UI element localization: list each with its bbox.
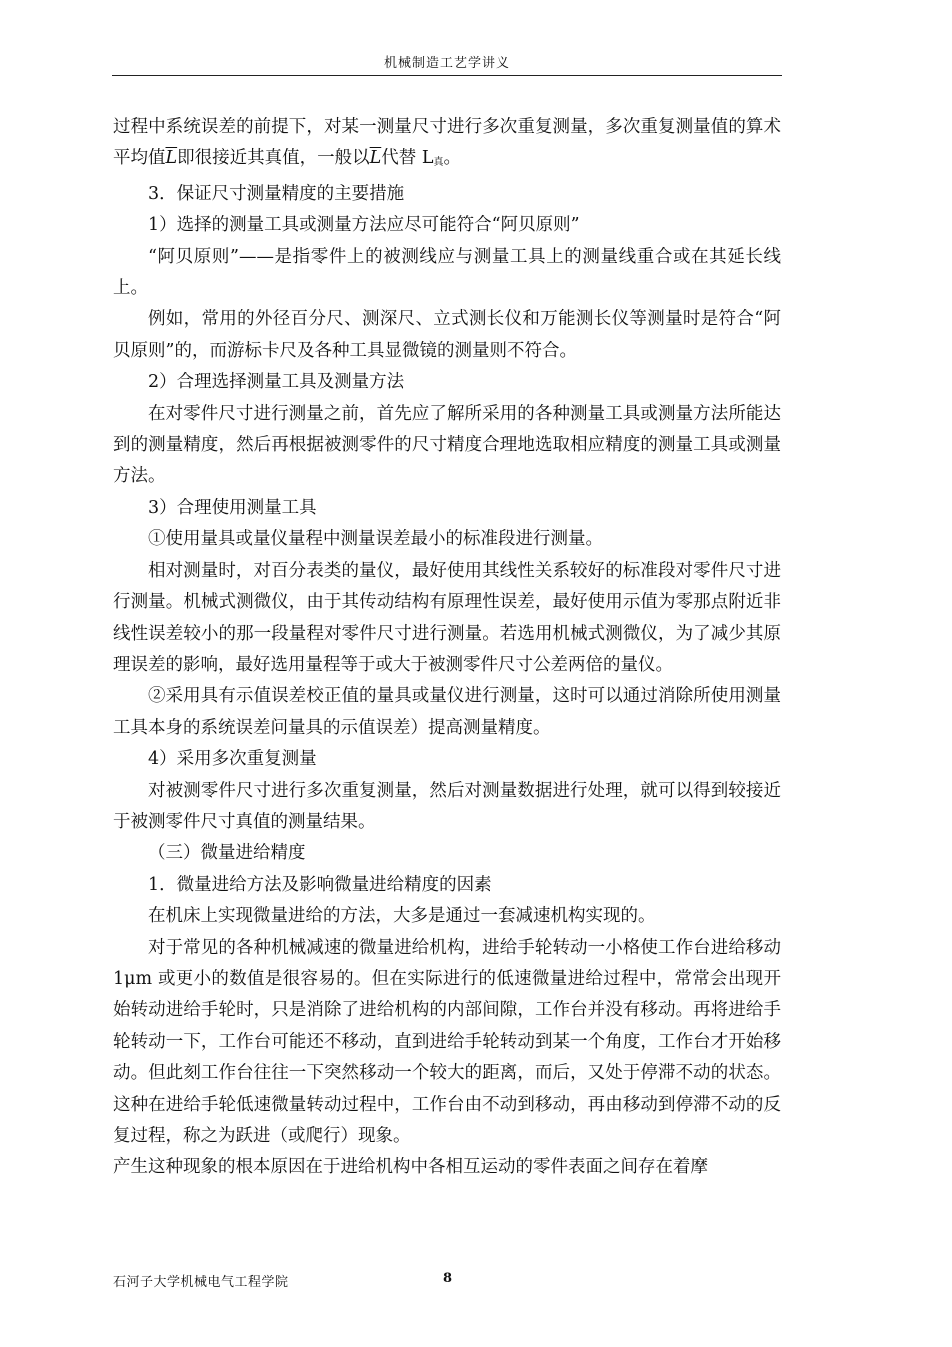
paragraph-relative-measure: 相对测量时，对百分表类的量仪，最好使用其线性关系较好的标准段对零件尺寸进行测量。机械式测微仪，由于其传动结构有原理性误差，最好使用示值为零那点附近非线性误差较小的那一段量程对零件尺寸进行测量。若选用机械式测微仪，为了减少其原理误差的影响，最好选用量程等于或大于被测零件尺寸公差两倍的量仪。 — [113, 560, 781, 675]
overline-symbol: $\overline{L}$ — [165, 148, 178, 169]
paragraph-arithmetic-mean — [113, 112, 781, 179]
heading-use-tools: 3）合理使用测量工具 — [148, 497, 317, 518]
paragraph-example: 例如，常用的外径百分尺、测深尺、立式测长仪和万能测长仪等测量时是符合“阿贝原则”的，而游标卡尺及各种工具显微镜的测量则不符合。 — [113, 309, 781, 361]
heading-measures: 3．保证尺寸测量精度的主要措施 — [148, 183, 405, 204]
text-segment: 过程中系统误差的前提下，对某一测量尺寸进行多次重复测量，多次重复测量值的算术平均值 — [113, 117, 781, 169]
paragraph-select-tools: 在对零件尺寸进行测量之前，首先应了解所采用的各种测量工具或测量方法所能达到的测量精度，然后再根据被测零件的尺寸精度合理地选取相应精度的测量工具或测量方法。 — [113, 403, 781, 487]
overline-symbol: $\overline{L}$ — [369, 148, 382, 169]
text-segment: 即很接近其真值，一般以 — [177, 148, 370, 169]
list-item-1: ①使用量具或量仪量程中测量误差最小的标准段进行测量。 — [148, 529, 603, 550]
paragraph-machine-feed: 在机床上实现微量进给的方法，大多是通过一套减速机构实现的。 — [148, 906, 656, 927]
footer-institution: 石河子大学机械电气工程学院 — [113, 1275, 289, 1290]
document-body — [113, 112, 781, 1184]
subscript-true: 真 — [433, 157, 444, 169]
page-number: 8 — [443, 1271, 453, 1286]
text-segment: 。 — [443, 148, 461, 169]
text-segment: 代替 L — [381, 148, 434, 169]
heading-repeat-measure: 4）采用多次重复测量 — [148, 749, 317, 770]
section-heading-micro-feed: （三）微量进给精度 — [148, 843, 306, 864]
heading-select-tools: 2）合理选择测量工具及测量方法 — [148, 372, 405, 393]
subheading-micro-feed-methods: 1．微量进给方法及影响微量进给精度的因素 — [148, 874, 492, 895]
list-item-2: ②采用具有示值误差校正值的量具或量仪进行测量，这时可以通过消除所使用测量工具本身的系统误差问量具的示值误差）提高测量精度。 — [113, 686, 781, 738]
paragraph-abbe-principle: “阿贝原则”——是指零件上的被测线应与测量工具上的测量线重合或在其延长线上。 — [113, 246, 781, 299]
heading-abbe: 1）选择的测量工具或测量方法应尽可能符合“阿贝原则” — [148, 215, 580, 236]
paragraph-repeat-measure: 对被测零件尺寸进行多次重复测量，然后对测量数据进行处理，就可以得到较接近于被测零件尺寸真值的测量结果。 — [113, 780, 781, 832]
paragraph-cause: 产生这种现象的根本原因在于进给机构中各相互运动的零件表面之间存在着摩 — [113, 1157, 708, 1178]
page-header-title: 机械制造工艺学讲义 — [383, 56, 510, 71]
paragraph-feed-mechanism: 对于常见的各种机械减速的微量进给机构，进给手轮转动一小格使工作台进给移动 1μm 或更小的数值是很容易的。但在实际进行的低速微量进给过程中，常常会出现开始转动进给手轮时，只是消除了进给机构的内部间隙，工作台并没有移动。再将进给手轮转动一下，工作台可能还不移动，直到进给手轮转动到某一个角度，工作台才开始移动。但此刻工作台往往一下突然移动一个较大的距离，而后，又处于停滞不动的状态。这种在进给手轮低速微量转动过程中，工作台由不动到移动，再由移动到停滞不动的反复过程，称之为跃进（或爬行）现象。 — [113, 937, 781, 1146]
header-divider — [112, 75, 782, 76]
